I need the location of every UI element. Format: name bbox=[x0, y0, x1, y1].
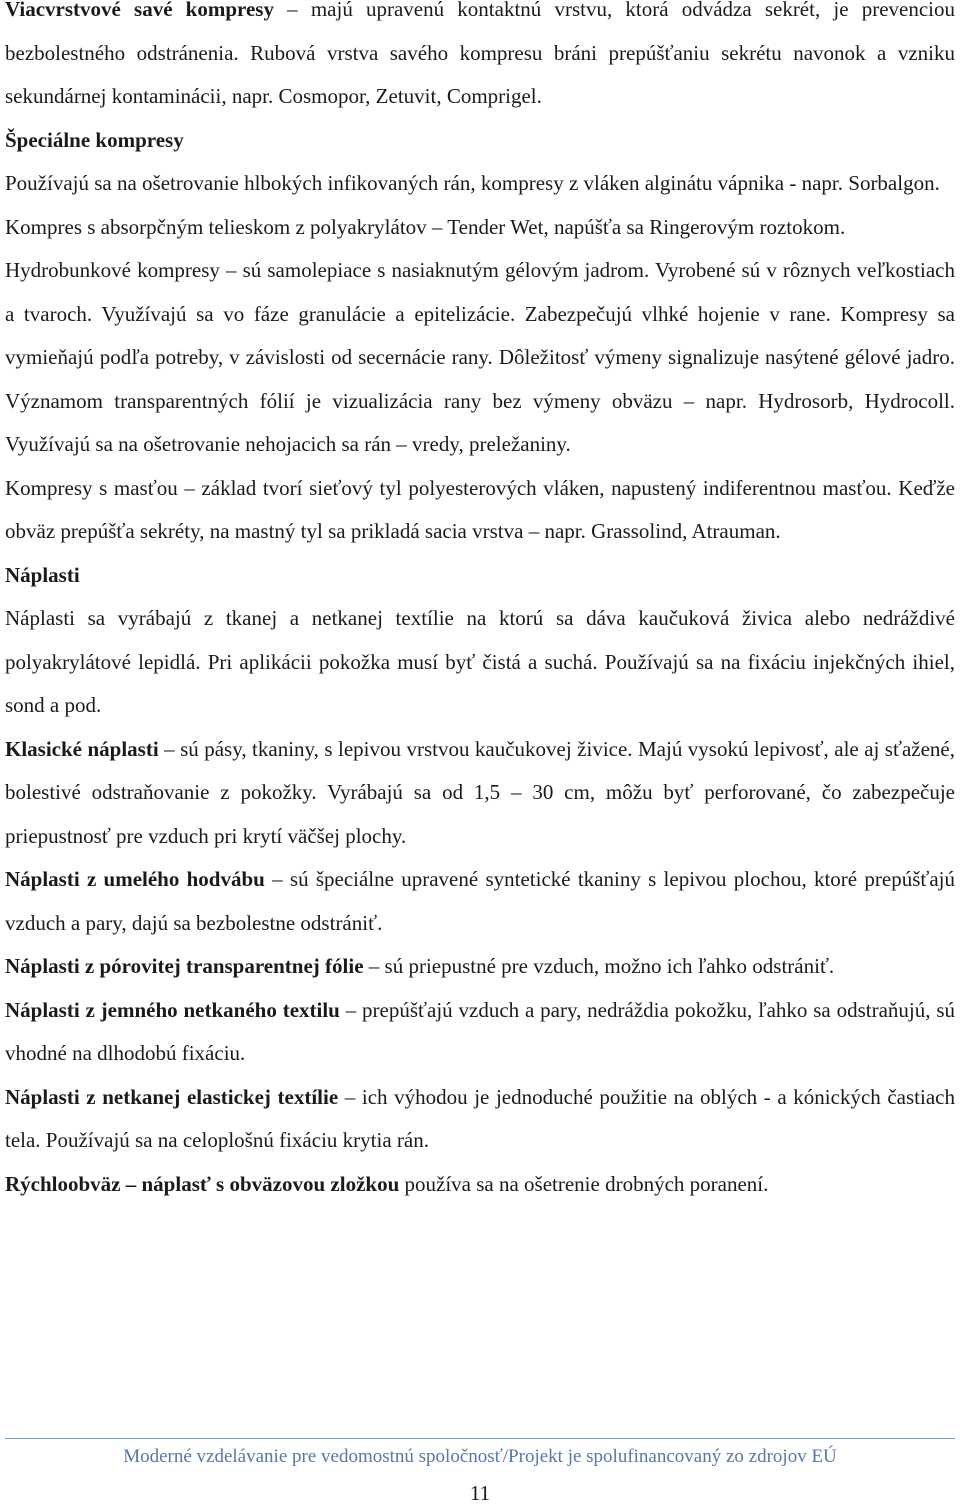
paragraph-text: používa sa na ošetrenie drobných poranení. bbox=[399, 1171, 769, 1196]
term-elastic-plasters: Náplasti z netkanej elastickej textílie bbox=[5, 1084, 339, 1109]
paragraph-text: – sú špeciálne upravené syntetické tkaniny s lepivou plochou, ktoré prepúšťajú vzduch a pary, dajú sa bezbolestne odstrániť. bbox=[5, 867, 956, 935]
document-body bbox=[5, 0, 955, 1206]
term-film-plasters: Náplasti z pórovitej transparentnej fólie bbox=[5, 954, 364, 978]
paragraph-text: – sú pásy, tkaniny, s lepivou vrstvou kaučukovej živice. Majú vysokú lepivosť, ale aj sťažené, bolestivé odstraňovanie z pokožky. Vyrábajú sa od 1,5 – 30 cm, môžu byť perforované, čo zabezpečuje priepustnosť pre vzduch pri krytí väčšej plochy. bbox=[5, 736, 955, 848]
footer-divider bbox=[5, 1438, 955, 1439]
paragraph-silk-plasters bbox=[5, 858, 955, 945]
page-number: 11 bbox=[469, 1481, 491, 1505]
paragraph-plasters: Náplasti sa vyrábajú z tkanej a netkanej textílie na ktorú sa dáva kaučuková živica alebo nedráždivé polyakrylátové lepidlá. Pri aplikácii pokožka musí byť čistá a suchá. Používajú sa na fixáciu injekčných ihiel, sond a pod. bbox=[5, 606, 955, 717]
paragraph-text: – majú upravenú kontaktnú vrstvu, ktorá odvádza sekrét, je prevenciou bezbolestného odstránenia. Rubová vrstva savého kompresu bráni prepúšťaniu sekrétu navonok a vzniku sekundárnej kontaminácii, napr. Cosmopor, Zetuvit, Comprigel. bbox=[5, 0, 956, 108]
paragraph-multilayer-compresses bbox=[5, 0, 955, 119]
paragraph-classic-plasters bbox=[5, 728, 955, 859]
paragraph-alginate: Používajú sa na ošetrovanie hlbokých infikovaných rán, kompresy z vláken alginátu vápnika - napr. Sorbalgon. bbox=[5, 171, 940, 195]
heading-special-compresses: Špeciálne kompresy bbox=[5, 127, 184, 152]
footer-project-text: Moderné vzdelávanie pre vedomostnú spoločnosť/Projekt je spolufinancovaný zo zdrojov EÚ bbox=[123, 1446, 837, 1467]
term-fine-textile-plasters: Náplasti z jemného netkaného textilu bbox=[5, 997, 340, 1022]
paragraph-text: – ich výhodou je jednoduché použitie na oblých - a kónických častiach tela. Používajú sa na celoplošnú fixáciu krytia rán. bbox=[5, 1084, 955, 1152]
paragraph-quick-dressing bbox=[5, 1163, 955, 1207]
heading-plasters: Náplasti bbox=[5, 562, 80, 587]
term-classic-plasters: Klasické náplasti bbox=[5, 736, 159, 761]
paragraph-text: – sú priepustné pre vzduch, možno ich ľahko odstrániť. bbox=[363, 954, 835, 978]
term-multilayer-compresses: Viacvrstvové savé kompresy bbox=[5, 0, 274, 21]
paragraph-ointment-compresses: Kompresy s masťou – základ tvorí sieťový tyl polyesterových vláken, napustený indiferentnou masťou. Keďže obväz prepúšťa sekréty, na mastný tyl sa prikladá sacia vrstva – napr. Grassolind, Atrauman. bbox=[5, 475, 955, 543]
term-silk-plasters: Náplasti z umelého hodvábu bbox=[5, 867, 265, 891]
paragraph-hydrocell: Hydrobunkové kompresy – sú samolepiace s nasiaknutým gélovým jadrom. Vyrobené sú v rôznych veľkostiach a tvaroch. Využívajú sa vo fáze granulácie a epitelizácie. Zabezpečujú vlhké hojenie v rane. Kompresy sa vymieňajú podľa potreby, v závislosti od secernácie rany. Dôležitosť výmeny signalizuje nasýtené gélové jadro. Významom transparentných fólií je vizualizácia rany bez výmeny obväzu – napr. Hydrosorb, Hydrocoll. Využívajú sa na ošetrovanie nehojacich sa rán – vredy, preležaniny. bbox=[5, 258, 955, 456]
term-quick-dressing: Rýchloobväz – náplasť s obväzovou zložkou bbox=[5, 1171, 400, 1196]
paragraph-text: – prepúšťajú vzduch a pary, nedráždia pokožku, ľahko sa odstraňujú, sú vhodné na dlhodobú fixáciu. bbox=[5, 997, 955, 1065]
paragraph-fine-textile-plasters bbox=[5, 989, 955, 1076]
paragraph-elastic-plasters bbox=[5, 1076, 955, 1163]
paragraph-film-plasters bbox=[5, 945, 955, 989]
paragraph-tender-wet: Kompres s absorpčným telieskom z polyakrylátov – Tender Wet, napúšťa sa Ringerovým roztokom. bbox=[5, 214, 846, 239]
